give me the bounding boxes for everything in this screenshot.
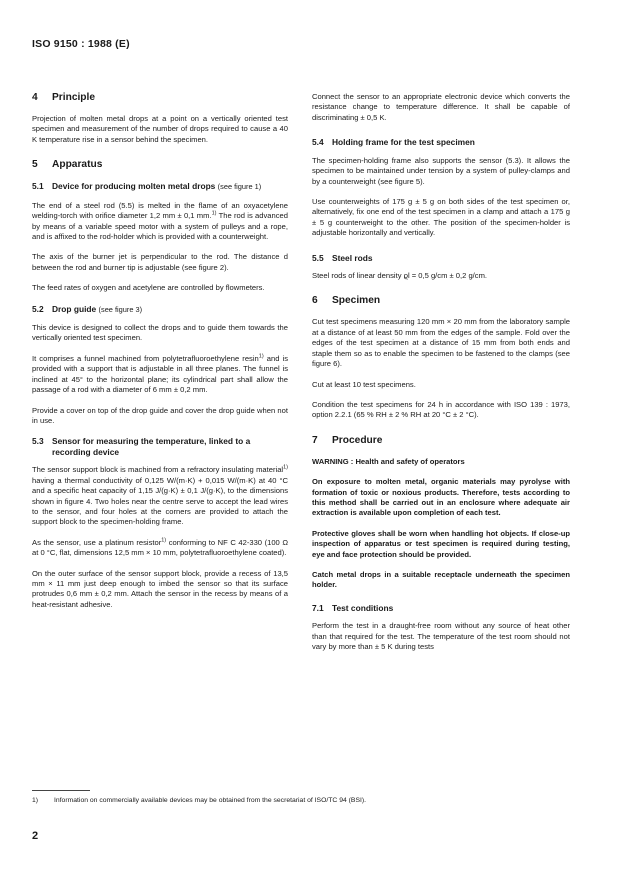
section-5-1-text-1: The end of a steel rod (5.5) is melted in the flame of an oxyacetylene welding-torch with orifice diameter 1,2 mm ± 0,1 mm.$^{1)}$ The rod is advanced by means of a variable speed motor with a system of pulleys and a rope, and is affixed to the rod-holder which is provided with a counterweight.	[32, 200, 288, 241]
section-4-heading: 4 Principle	[32, 92, 96, 103]
section-7-1-heading: 7.1 Test conditions	[312, 602, 394, 613]
section-5-4-text-2: Use counterweights of 175 g ± 5 g on both sides of the test specimen or, alternatively, fix one end of the test specimen in a clamp and attach a 175 g ± 5 g counterweight to the other. The position of the specimen-holder is adjustable horizontally and vertically.	[312, 196, 570, 238]
section-5-3-text-1: The sensor support block is machined from a refractory insulating material$^{1)}$ having a thermal conductivity of 0,125 W/(m·K) + 0,015 W/(m·K) at 40 °C and a specific heat capacity of 1,15 J/(g·K) ± 0,1 J/(g·K), to the dimensions shown in figure 4. Two holes near the centre serve to accept the lead wires to the sensor, and four holes at the corners are provided to attach the support block to the specimen-holding frame.	[32, 464, 288, 527]
section-5-3-heading: 5.3 Sensor for measuring the temperature, linked to a recording device	[32, 436, 251, 457]
section-5-3-continued-text: Connect the sensor to an appropriate electronic device which converts the resistance change to temperature difference. It shall be capable of discriminating ± 0,5 K.	[312, 92, 570, 122]
section-6-heading: 6 Specimen	[312, 295, 381, 307]
section-6-text-3: Condition the test specimens for 24 h in accordance with ISO 139 : 1973, option 2.2.1 (65 % RH ± 2 % RH at 20 °C ± 2 °C).	[312, 399, 570, 420]
section-7-1-text: Perform the test in a draught-free room without any source of heat other than that required for the test. The temperature of the test room should not vary by more than ± 5 K during tests	[312, 621, 570, 652]
section-5-2-text-2: It comprises a funnel machined from polytetrafluoroethylene resin$^{1)}$ and is provided with a support that is adjustable in all three planes. The funnel is inclined at 45° to the horizontal plane; its cylindrical part shall allow the passage of a rod with a diameter of 6 mm ± 0,2 mm.	[32, 353, 288, 395]
section-6-text-2: Cut at least 10 test specimens.	[312, 379, 416, 389]
section-5-4-text-1: The specimen-holding frame also supports the sensor (5.3). It allows the specimen to be maintained under tension by a system of pulley-clamps and by a counterweight (see figure 5).	[312, 155, 570, 186]
footnote-divider	[32, 790, 90, 791]
section-6-text-1: Cut test specimens measuring 120 mm × 20 mm from the laboratory sample at a distance of at least 50 mm from the edges of the sample. Fold over the edges of the test specimen at a distance of 15 mm from both ends and staple them so as to enable the specimen to be fastened to the clamps (see figure 6).	[312, 317, 570, 369]
section-5-2-text-1: This device is designed to collect the drops and to guide them towards the vertically oriented test specimen.	[32, 323, 288, 343]
section-4-text: Projection of molten metal drops at a point on a vertically oriented test specimen and measurement of the number of drops required to cause a 40 K temperature rise in a sensor behind the specimen.	[32, 114, 288, 144]
footnote	[32, 796, 592, 805]
section-7-heading: 7 Procedure	[312, 434, 383, 446]
footnote-mark: 1)	[32, 797, 39, 804]
section-5-5-text: Steel rods of linear density ϱl = 0,5 g/cm ± 0,2 g/cm.	[312, 271, 488, 281]
section-5-3-text-3: On the outer surface of the sensor support block, provide a recess of 13,5 mm × 11 mm just deep enough to imbed the sensor so that its surface protrudes 0,6 mm ± 0,2 mm. Attach the sensor in the recess by means of a heat-resistant adhesive.	[32, 568, 288, 609]
section-5-3-text-2: As the sensor, use a platinum resistor$^{1)}$ conforming to NF C 42-330 (100 Ω at 0 °C, flat, dimensions 12,5 mm × 10 mm, polytetrafluoroethylene coated).	[32, 537, 288, 558]
document-header: ISO 9150 : 1988 (E)	[32, 38, 130, 50]
section-7-text-3: Catch metal drops in a suitable receptacle underneath the specimen holder.	[312, 569, 570, 590]
section-7-text-2: Protective gloves shall be worn when handling hot objects. If close-up inspection of apparatus or test specimen is required during testing, eye and face protection should be provided.	[312, 528, 570, 559]
section-5-2-heading: 5.2 Drop guide (see figure 3)	[32, 303, 143, 314]
section-5-heading: 5 Apparatus	[32, 159, 103, 171]
section-5-1-text-2: The axis of the burner jet is perpendicular to the rod. The distance d between the rod and burner tip is adjustable (see figure 2).	[32, 252, 288, 272]
section-5-2-text-3: Provide a cover on top of the drop guide and cover the drop guide when not in use.	[32, 405, 288, 425]
section-7-text-1: On exposure to molten metal, organic materials may pyrolyse with formation of toxic or noxious products. Therefore, tests according to this method shall be carried out in an enclosure where adequate air extraction is available upon completion of each test.	[312, 477, 570, 518]
section-5-4-heading: 5.4 Holding frame for the test specimen	[312, 137, 475, 148]
right-column	[312, 92, 570, 663]
footnote-text: Information on commercially available devices may be obtained from the secretariat of ISO/TC 94 (BSI).	[54, 797, 367, 804]
safety-warning: WARNING : Health and safety of operators	[312, 456, 465, 466]
left-column	[32, 92, 288, 620]
section-5-1-heading: 5.1 Device for producing molten metal drops (see figure 1)	[32, 181, 262, 192]
page-number: 2	[32, 830, 39, 842]
section-5-1-text-3: The feed rates of oxygen and acetylene are controlled by flowmeters.	[32, 283, 265, 293]
section-5-5-heading: 5.5 Steel rods	[312, 252, 373, 263]
